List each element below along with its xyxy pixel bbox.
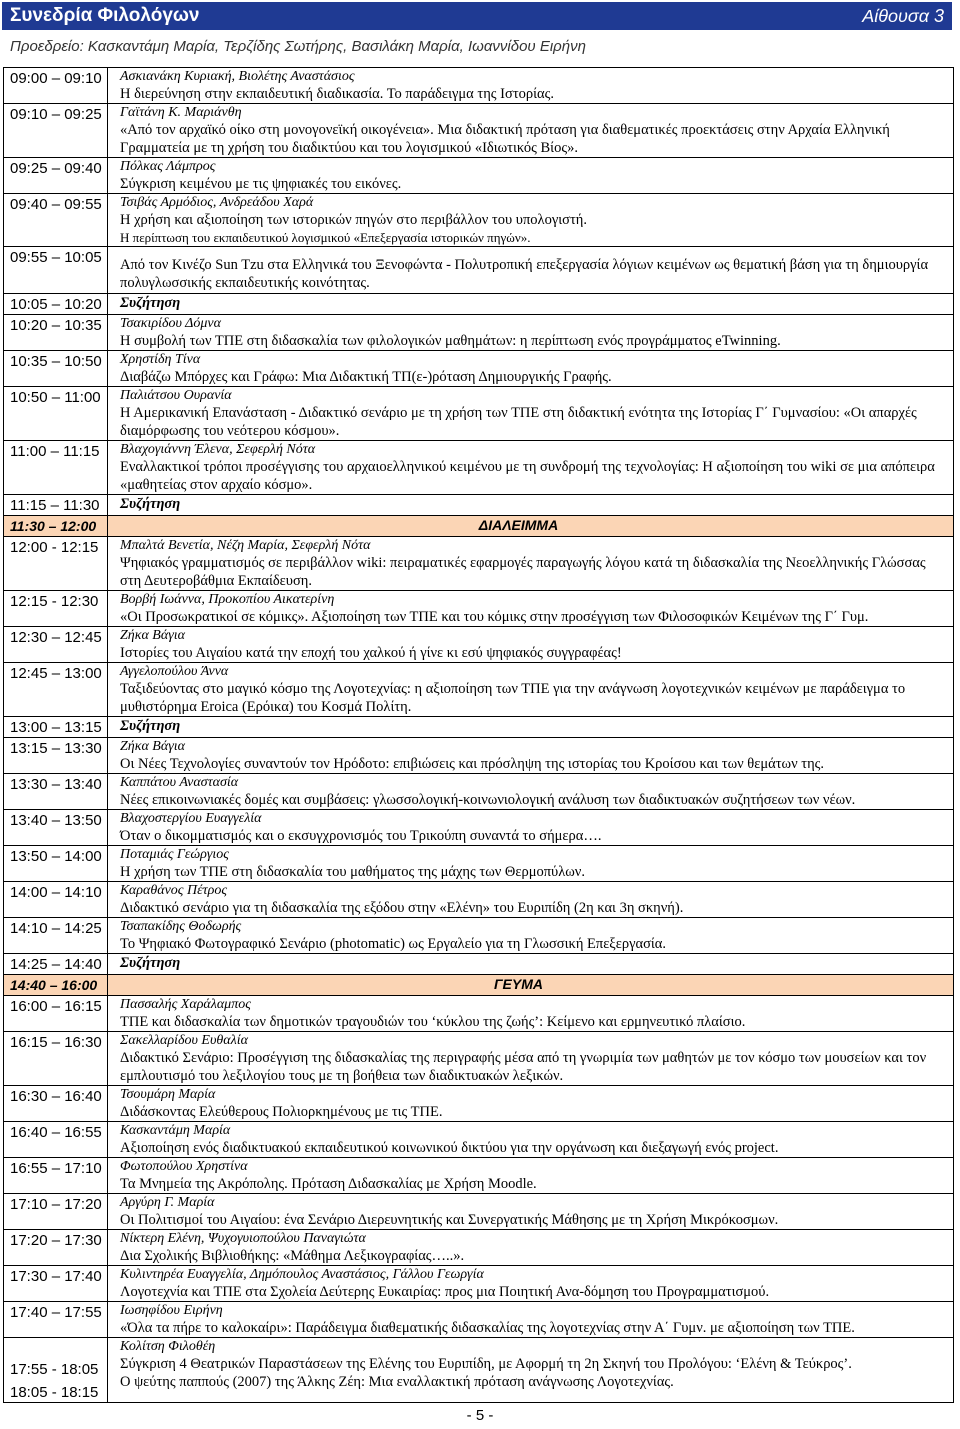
time-slot (4, 1266, 108, 1301)
time-slot (4, 627, 108, 662)
talk-row (4, 1086, 954, 1122)
presenter-names: Καραθάνος Πέτρος (120, 883, 228, 898)
time-slot (4, 1086, 108, 1121)
time-slot (4, 663, 108, 716)
time-range: 09:40 – 09:55 (10, 196, 102, 213)
time-slot (4, 1032, 108, 1085)
session-content (108, 516, 954, 536)
time-slot (4, 954, 108, 974)
presenter-names: Ζήκα Βάγια (120, 628, 185, 643)
time-range: 17:10 – 17:20 (10, 1196, 102, 1213)
time-range: 17:30 – 17:40 (10, 1268, 102, 1285)
session-content (108, 104, 954, 157)
presenter-names: Ποταμιάς Γεώργιος (120, 847, 229, 862)
session-content (108, 1032, 954, 1085)
time-slot (4, 918, 108, 953)
session-content (108, 975, 954, 995)
talk-row (4, 104, 954, 158)
time-slot (4, 351, 108, 386)
session-content (108, 591, 954, 626)
session-content (108, 774, 954, 809)
talk-title: Το Ψηφιακό Φωτογραφικό Σενάριο (photomatic) ως Εργαλείο για τη Γλωσσική Επεξεργασία. (120, 936, 667, 952)
talk-row (4, 68, 954, 104)
time-slot (4, 387, 108, 440)
session-header (2, 2, 952, 30)
presenter-names: Τσακιρίδου Δόμνα (120, 316, 221, 331)
presenter-names: Τσαπακίδης Θοδωρής (120, 919, 242, 934)
time-range: 12:45 – 13:00 (10, 665, 102, 682)
talk-row (4, 194, 954, 247)
time-range: 09:10 – 09:25 (10, 106, 102, 123)
session-content (108, 387, 954, 440)
discussion-label: Συζήτηση (120, 496, 181, 512)
session-content (108, 1158, 954, 1193)
talk-row (4, 1032, 954, 1086)
discussion-row (4, 954, 954, 975)
session-content (108, 315, 954, 350)
time-range: 16:30 – 16:40 (10, 1088, 102, 1105)
session-content (108, 846, 954, 881)
time-slot (4, 738, 108, 773)
session-title: Συνεδρία Φιλολόγων (10, 5, 200, 26)
presenter-names: Κολίτση Φιλοθέη (120, 1339, 216, 1354)
talk-title: Σύγκριση 4 Θεατρικών Παραστάσεων της Ελένης του Ευριπίδη, με Αφορμή τη 2η Σκηνή του Προλόγου: ‘Ελένη & Τεύκρος’. (120, 1356, 852, 1372)
talk-title: Ψηφιακός γραμματισμός σε περιβάλλον wiki: πειραματικές εφαρμογές παραγωγής λόγου κατά τη διδασκαλία της Νεοελληνικής Γλώσσας στη Δευτεροβάθμια Εκπαίδευση. (120, 555, 926, 589)
time-slot (4, 774, 108, 809)
time-range: 12:30 – 12:45 (10, 629, 102, 646)
talk-row (4, 387, 954, 441)
talk-row (4, 774, 954, 810)
session-content (108, 996, 954, 1031)
time-range: 17:55 - 18:05 (10, 1361, 99, 1378)
time-slot (4, 194, 108, 246)
session-content (108, 954, 954, 974)
talk-title: «Οι Προσωκρατικοί σε κόμικς». Αξιοποίηση των ΤΠΕ και του κόμικς στην προσέγγιση των Φιλοσοφικών Κειμένων της Γ΄ Γυμ. (120, 609, 869, 625)
talk-title: Η συμβολή των ΤΠΕ στη διδασκαλία των φιλολογικών μαθημάτων: η περίπτωση ενός προγράμματος eTwinning. (120, 333, 781, 349)
talk-row (4, 996, 954, 1032)
presenter-names: Χρηστίδη Τίνα (120, 352, 201, 367)
session-content (108, 294, 954, 314)
talk-row (4, 351, 954, 387)
time-slot (4, 810, 108, 845)
time-slot (4, 495, 108, 515)
presenter-names: Ασκιανάκη Κυριακή, Βιολέτης Αναστάσιος (120, 69, 355, 84)
talk-row (4, 627, 954, 663)
break-row (4, 516, 954, 537)
time-slot (4, 516, 108, 536)
time-range: 17:40 – 17:55 (10, 1304, 102, 1321)
talk-row (4, 158, 954, 194)
time-range: 12:00 - 12:15 (10, 539, 99, 556)
session-content (108, 1122, 954, 1157)
session-content (108, 194, 954, 246)
time-slot (4, 717, 108, 737)
time-slot (4, 537, 108, 590)
presenter-names: Γαϊτάνη Κ. Μαριάνθη (120, 105, 242, 120)
talk-title: Η χρήση των ΤΠΕ στη διδασκαλία του μαθήματος της μάχης των Θερμοπύλων. (120, 864, 585, 880)
time-range: 11:15 – 11:30 (10, 497, 100, 514)
session-content (108, 1230, 954, 1265)
talk-title: Η διερεύνηση στην εκπαιδευτική διαδικασία. Το παράδειγμα της Ιστορίας. (120, 86, 555, 102)
presenter-names: Πόλκας Λάμπρος (120, 159, 216, 174)
presenter-names: Κασκαντάμη Μαρία (120, 1123, 231, 1138)
break-label: ΔΙΑΛΕΙΜΜΑ (478, 517, 559, 533)
time-range: 16:55 – 17:10 (10, 1160, 102, 1177)
discussion-row (4, 717, 954, 738)
talk-title: Όταν ο δικομματισμός και ο εκσυγχρονισμός του Τρικούπη συναντά το σήμερα…. (120, 828, 602, 844)
time-slot (4, 1338, 108, 1402)
discussion-label: Συζήτηση (120, 955, 181, 971)
session-content (108, 1266, 954, 1301)
talk-row (4, 315, 954, 351)
talk-row (4, 591, 954, 627)
presenter-names: Αργύρη Γ. Μαρία (120, 1195, 215, 1210)
talk-title: Ταξιδεύοντας στο μαγικό κόσμο της Λογοτεχνίας: η αξιοποίηση των ΤΠΕ για την ανάγνωση λογοτεχνικών κειμένων με παράδειγμα το μυθιστόρημα Eroica (Ερόικα) του Κοσμά Πολίτη. (120, 681, 906, 715)
time-range: 09:25 – 09:40 (10, 160, 102, 177)
talk-title: Νέες επικοινωνιακές δομές και συμβάσεις: γλωσσολογική-κοινωνιολογική ανάλυση των διαδικτυακών συζητήσεων των νέων. (120, 792, 856, 808)
time-slot (4, 247, 108, 293)
time-range: 17:20 – 17:30 (10, 1232, 102, 1249)
time-slot (4, 158, 108, 193)
time-slot (4, 1158, 108, 1193)
time-range: 10:35 – 10:50 (10, 353, 102, 370)
talk-row (4, 537, 954, 591)
talk-row (4, 1338, 954, 1403)
time-slot (4, 315, 108, 350)
talk-row (4, 1158, 954, 1194)
presenter-names: Βλαχογιάννη Έλενα, Σεφερλή Νότα (120, 442, 316, 457)
talk-title: Διδακτικό Σενάριο: Προσέγγιση της διδασκαλίας της περιγραφής μέσα από τη γνωριμία των μαθητών με τον κόσμο των μουσείων και τον εμπλουτισμό του λεξιλογίου τους με τη βοήθεια των διαδικτυακών λεξικών. (120, 1050, 927, 1084)
talk-title: Σύγκριση κειμένου με τις ψηφιακές του εικόνες. (120, 176, 402, 192)
time-range: 09:00 – 09:10 (10, 70, 102, 87)
talk-row (4, 1230, 954, 1266)
presenter-names: Φωτοπούλου Χρηστίνα (120, 1159, 248, 1174)
talk-title: ΤΠΕ και διδασκαλία των δημοτικών τραγουδιών του ‘κύκλου της ζωής’: Κείμενο και ερμηνευτικό πλαίσιο. (120, 1014, 746, 1030)
schedule-table (3, 67, 954, 1403)
time-range: 16:00 – 16:15 (10, 998, 102, 1015)
talk-row (4, 738, 954, 774)
talk-subtitle: Ο ψεύτης παππούς (2007) της Άλκης Ζέη: Μια εναλλακτική πρόταση ανάγνωσης Λογοτεχνίας. (120, 1374, 674, 1390)
presenter-names: Ιωσηφίδου Ειρήνη (120, 1303, 223, 1318)
talk-title: Εναλλακτικοί τρόποι προσέγγισης του αρχαιοελληνικού κειμένου με τη συνδρομή της τεχνολογίας: Η αξιοποίηση του wiki σε μια απόπειρα «μαθητείας στον αρχαίο κόσμο». (120, 459, 935, 493)
time-range: 13:15 – 13:30 (10, 740, 102, 757)
talk-title: Αξιοποίηση ενός διαδικτυακού εκπαιδευτικού κοινωνικού δικτύου για την οργάνωση και διεξαγωγή ενός project. (120, 1140, 779, 1156)
time-slot (4, 846, 108, 881)
break-label: ΓΕΥΜΑ (494, 976, 543, 992)
session-content (108, 351, 954, 386)
talk-row (4, 663, 954, 717)
presenter-names: Τσουμάρη Μαρία (120, 1087, 216, 1102)
time-range: 11:00 – 11:15 (10, 443, 100, 460)
time-range: 10:05 – 10:20 (10, 296, 102, 313)
session-content (108, 158, 954, 193)
presenter-names: Παλιάτσου Ουρανία (120, 388, 232, 403)
talk-title: Οι Πολιτισμοί του Αιγαίου: ένα Σενάριο Διερευνητικής και Συνεργατικής Μάθησης με τη Χρήση Μικρόκοσμων. (120, 1212, 779, 1228)
time-slot (4, 1302, 108, 1337)
session-content (108, 738, 954, 773)
presenter-names: Ζήκα Βάγια (120, 739, 185, 754)
presenter-names: Καππάτου Αναστασία (120, 775, 239, 790)
time-slot (4, 996, 108, 1031)
discussion-row (4, 294, 954, 315)
time-range: 11:30 – 12:00 (10, 518, 97, 534)
presenter-names: Κυλιντηρέα Ευαγγελία, Δημόπουλος Αναστάσιος, Γάλλου Γεωργία (120, 1267, 484, 1282)
time-range: 10:20 – 10:35 (10, 317, 102, 334)
time-range: 16:40 – 16:55 (10, 1124, 102, 1141)
session-content (108, 1194, 954, 1229)
talk-title: Δια Σχολικής Βιβλιοθήκης: «Μάθημα Λεξικογραφίας…..». (120, 1248, 465, 1264)
talk-title: Λογοτεχνία και ΤΠΕ στα Σχολεία Δεύτερης Ευκαιρίας: προς μια Ποιητική Ανα-δόμηση του Προγραμματισμού. (120, 1284, 770, 1300)
presenter-names: Βορβή Ιωάννα, Προκοπίου Αικατερίνη (120, 592, 335, 607)
time-range-secondary: 18:05 - 18:15 (10, 1384, 99, 1401)
talk-title: «Όλα τα πήρε το καλοκαίρι»: Παράδειγμα διαθεματικής διδασκαλίας της λογοτεχνίας στην Α΄ Γυμν. με αξιοποίηση των ΤΠΕ. (120, 1320, 855, 1336)
talk-row (4, 882, 954, 918)
time-slot (4, 104, 108, 157)
talk-row (4, 1194, 954, 1230)
discussion-row (4, 495, 954, 516)
session-content (108, 247, 954, 293)
session-content (108, 1086, 954, 1121)
session-content (108, 441, 954, 494)
hall-label: Αίθουσα 3 (862, 5, 944, 26)
talk-row (4, 1302, 954, 1338)
talk-title: Διδάσκοντας Ελεύθερους Πολιορκημένους με τις ΤΠΕ. (120, 1104, 443, 1120)
talk-row (4, 918, 954, 954)
time-slot (4, 1122, 108, 1157)
presidium-line: Προεδρείο: Κασκαντάμη Μαρία, Τερζίδης Σωτήρης, Βασιλάκη Μαρία, Ιωαννίδου Ειρήνη (10, 38, 586, 55)
discussion-label: Συζήτηση (120, 718, 181, 734)
session-content (108, 1338, 954, 1402)
time-range: 14:10 – 14:25 (10, 920, 102, 937)
time-slot (4, 1194, 108, 1229)
session-content (108, 68, 954, 103)
time-range: 09:55 – 10:05 (10, 249, 102, 266)
talk-title: Ιστορίες του Αιγαίου κατά την εποχή του χαλκού ή γίνε κι εσύ ψηφιακός συγγραφέας! (120, 645, 622, 661)
session-content (108, 1302, 954, 1337)
time-range: 13:30 – 13:40 (10, 776, 102, 793)
talk-title: Οι Νέες Τεχνολογίες συναντούν τον Ηρόδοτο: επιβιώσεις και πρόσληψη της ιστορίας του Κροίσου και των θεμάτων της. (120, 756, 825, 772)
page-number: - 5 - (466, 1407, 494, 1424)
time-slot (4, 882, 108, 917)
time-range: 13:40 – 13:50 (10, 812, 102, 829)
presenter-names: Μπαλτά Βενετία, Νέζη Μαρία, Σεφερλή Νότα (120, 538, 371, 553)
session-content (108, 882, 954, 917)
talk-row (4, 247, 954, 294)
session-content (108, 537, 954, 590)
talk-row (4, 846, 954, 882)
session-content (108, 627, 954, 662)
talk-title: Η Αμερικανική Επανάσταση - Διδακτικό σενάριο με τη χρήση των ΤΠΕ στη διδακτική ενότητα της Ιστορίας Γ΄ Γυμνασίου: «Οι απαρχές διαμόρφωσης του νεότερου κόσμου». (120, 405, 917, 439)
time-slot (4, 294, 108, 314)
talk-row (4, 441, 954, 495)
time-slot (4, 591, 108, 626)
time-range: 10:50 – 11:00 (10, 389, 101, 406)
time-range: 14:40 – 16:00 (10, 977, 98, 993)
presenter-names: Τσιβάς Αρμόδιος, Ανδρεάδου Χαρά (120, 195, 314, 210)
time-range: 13:50 – 14:00 (10, 848, 102, 865)
presenter-names: Πασσαλής Χαράλαμπος (120, 997, 251, 1012)
talk-row (4, 810, 954, 846)
talk-subtitle: Η περίπτωση του εκπαιδευτικού λογισμικού «Επεξεργασία ιστορικών πηγών». (120, 230, 531, 245)
discussion-label: Συζήτηση (120, 295, 181, 311)
time-range: 16:15 – 16:30 (10, 1034, 102, 1051)
time-slot (4, 1230, 108, 1265)
time-slot (4, 975, 108, 995)
talk-row (4, 1122, 954, 1158)
time-range: 14:00 – 14:10 (10, 884, 102, 901)
presenter-names: Νίκτερη Ελένη, Ψυχογυιοπούλου Παναγιώτα (120, 1231, 366, 1246)
presenter-names: Σακελλαρίδου Ευθαλία (120, 1033, 248, 1048)
talk-row (4, 1266, 954, 1302)
time-slot (4, 68, 108, 103)
talk-title: Διδακτικό σενάριο για τη διδασκαλία της εξόδου στην «Ελένη» του Ευριπίδη (2η και 3η σκηνή). (120, 900, 684, 916)
session-content (108, 717, 954, 737)
talk-title: Τα Μνημεία της Ακρόπολης. Πρόταση Διδασκαλίας με Χρήση Moodle. (120, 1176, 537, 1192)
talk-title: Διαβάζω Μπόρχες και Γράφω: Μια Διδακτική ΤΠ(ε-)ρόταση Δημιουργικής Γραφής. (120, 369, 612, 385)
session-content (108, 663, 954, 716)
time-slot (4, 441, 108, 494)
break-row (4, 975, 954, 996)
presenter-names: Αγγελοπούλου Άννα (120, 664, 229, 679)
time-range: 14:25 – 14:40 (10, 956, 102, 973)
talk-title: «Από τον αρχαϊκό οίκο στη μονογονεϊκή οικογένεια». Μια διδακτική πρόταση για διαθεματικές προεκτάσεις στην Αρχαία Ελληνική Γραμματεία με τη χρήση του διαδικτύου και του λογισμικού «Ιδιωτικός Βίος». (120, 122, 890, 156)
talk-title: Από τον Κινέζο Sun Tzu στα Ελληνικά του Ξενοφώντα - Πολυτροπική επεξεργασία λόγιων κειμένων ως θεματική βάση για τη δημιουργία πολυγλωσσικής εκπαιδευτικής κοινότητας. (120, 257, 929, 291)
session-content (108, 810, 954, 845)
session-content (108, 918, 954, 953)
presenter-names: Βλαχοστεργίου Ευαγγελία (120, 811, 262, 826)
time-range: 12:15 - 12:30 (10, 593, 99, 610)
talk-title: Η χρήση και αξιοποίηση των ιστορικών πηγών στο περιβάλλον του υπολογιστή. (120, 212, 587, 228)
time-range: 13:00 – 13:15 (10, 719, 102, 736)
session-content (108, 495, 954, 515)
